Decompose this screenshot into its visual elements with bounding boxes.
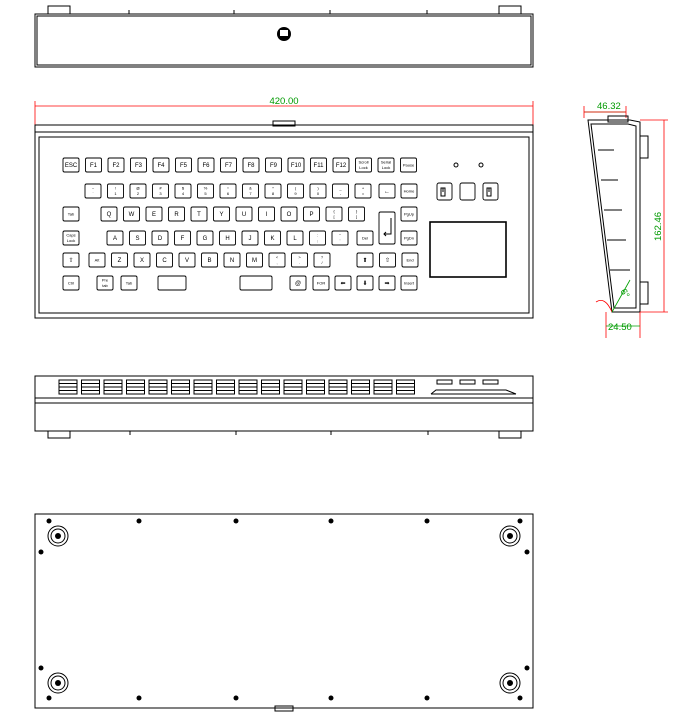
key-label: ( [294, 185, 297, 191]
key-label: D [157, 236, 163, 243]
key-label: 6 [226, 191, 230, 197]
key-label: F4 [157, 163, 165, 170]
screw-hole [425, 519, 430, 524]
key-label: K [270, 236, 275, 243]
bottom-dimension: 24.50 [608, 322, 632, 333]
key-label: 5 [204, 191, 207, 197]
key-label: F6 [202, 163, 210, 170]
key-label: ⇧ [384, 258, 391, 265]
key-label: [ [333, 214, 335, 220]
bottom-view [35, 514, 533, 711]
key-label: PgUp [403, 211, 415, 217]
key-label: Y [219, 212, 224, 219]
key-label: # [159, 185, 162, 191]
key-label: E [151, 212, 157, 219]
key-blank[interactable] [158, 276, 186, 290]
key-label: ESC [64, 163, 78, 170]
key-label: F11 [313, 163, 324, 170]
key-label: A [112, 236, 118, 243]
key-label: M [252, 258, 257, 265]
key-label: Tab [125, 280, 133, 286]
screw-hole [329, 519, 334, 524]
key-label: C [162, 258, 167, 265]
key-label: ⬇ [362, 281, 368, 288]
key-label: ⬆ [362, 258, 368, 265]
key-label: $ [181, 185, 185, 191]
key-label: ^ [227, 185, 229, 191]
key-label: 0 [316, 191, 320, 197]
front-view [35, 96, 533, 318]
key-label: + [361, 185, 365, 191]
key-label: & [249, 185, 252, 191]
key-label: - [339, 191, 342, 197]
key-label: ⇧ [68, 258, 74, 265]
side-profile [588, 120, 640, 312]
rubber-foot-center [507, 533, 513, 539]
key-label: F1 [89, 163, 98, 170]
screw-hole [525, 666, 530, 671]
key-label: : [316, 232, 319, 238]
key-label: @ [135, 185, 141, 191]
key-tops-profile [59, 380, 415, 394]
key-label: F8 [247, 163, 255, 170]
key-label: Lock [381, 165, 391, 171]
key-label: I [265, 212, 268, 219]
top-view [35, 6, 533, 67]
side-view [584, 101, 668, 338]
side-profile-inner [591, 124, 636, 308]
key-label: FOR [316, 280, 326, 286]
key-label: 8 [271, 191, 275, 197]
key-label: Scroll [358, 159, 369, 165]
key-label: . [298, 260, 301, 266]
key-label: 1 [114, 191, 117, 197]
width-dimension: 420.00 [269, 96, 299, 107]
rubber-foot-center [55, 680, 61, 686]
key-label: ➡ [384, 281, 390, 288]
key-label: Ctrl [67, 280, 75, 286]
key-label: G [202, 236, 208, 243]
key-label: ~ [91, 185, 95, 191]
key-label: Lock [66, 238, 76, 244]
key-label: Z [117, 258, 122, 265]
screw-hole [234, 696, 239, 701]
key-label: F10 [290, 163, 302, 170]
screw-hole [425, 696, 430, 701]
screw-hole [525, 550, 530, 555]
key-label: N [229, 258, 235, 265]
key-label: * [272, 185, 274, 191]
key-label: % [203, 185, 208, 191]
key-label: 2 [136, 191, 140, 197]
key-label: ) [317, 185, 319, 191]
key-label: Pause [402, 162, 415, 168]
key-label: Q [106, 212, 112, 219]
key-label: " [339, 232, 341, 238]
key-label: _ [339, 185, 342, 191]
key-label: ` [92, 191, 94, 197]
key-label: 3 [159, 191, 162, 197]
key-label: O [286, 212, 292, 219]
key-label: ⬅ [340, 281, 346, 288]
key-label: 4 [181, 191, 185, 197]
key-label: { [333, 208, 335, 214]
key-label: 7 [249, 191, 252, 197]
key-blank[interactable] [379, 212, 395, 244]
screw-hole [329, 696, 334, 701]
key-label: F12 [335, 163, 347, 170]
key-label: J [248, 236, 252, 243]
key-label: X [139, 258, 145, 265]
front-edge-foot-left [48, 431, 70, 438]
key-label: ; [316, 238, 319, 244]
key-label: F7 [224, 163, 233, 170]
key-label: Serial [380, 159, 392, 165]
screw-hole [137, 519, 142, 524]
key-label: Tab [67, 211, 75, 217]
key-label: End [406, 257, 414, 263]
bottom-view-outline [35, 514, 533, 708]
key-label: tab [102, 283, 108, 289]
key-label: ← [384, 189, 390, 196]
key-label: ] [355, 214, 358, 220]
key-label: B [207, 258, 212, 265]
screw-hole [39, 550, 44, 555]
key-label: Del [361, 235, 369, 241]
screw-hole [234, 519, 239, 524]
key-label: 9 [294, 191, 297, 197]
top-view-foot-right [499, 6, 521, 14]
height-dimension: 162.46 [653, 211, 664, 241]
key-label: W [128, 212, 135, 219]
rubber-foot-center [507, 680, 513, 686]
key-label: R [174, 212, 179, 219]
key-label: PgDn [403, 235, 415, 241]
key-label: F9 [269, 163, 278, 170]
key-blank[interactable] [240, 276, 272, 290]
screw-hole [47, 519, 52, 524]
key-label: F3 [134, 163, 143, 170]
key-label: T [197, 212, 201, 219]
screw-hole [518, 519, 523, 524]
key-label: ! [114, 185, 117, 191]
key-label: F5 [179, 163, 188, 170]
touchpad[interactable] [430, 222, 506, 277]
key-label: P [309, 212, 314, 219]
screw-hole [39, 666, 44, 671]
rubber-foot-center [55, 533, 61, 539]
key-label: U [241, 212, 247, 219]
key-label: L [293, 236, 297, 243]
key-label: ? [320, 254, 324, 260]
key-label: Pre [101, 277, 109, 283]
key-label: H [225, 236, 230, 243]
indicator-led-2 [479, 163, 483, 167]
key-label: F [180, 236, 185, 243]
key-field [63, 158, 418, 290]
key-label: } [355, 208, 358, 214]
front-edge-foot-right [499, 431, 521, 438]
front-edge-view [35, 376, 533, 438]
key-label: V [184, 258, 190, 265]
top-view-foot-left [48, 6, 70, 14]
key-label: Alt [94, 257, 100, 263]
screw-hole [47, 696, 52, 701]
key-label: @ [294, 281, 302, 288]
key-label: F2 [112, 163, 120, 170]
key-label: Caps [66, 232, 76, 238]
key-label: Home [403, 188, 415, 194]
key-label: Insert [403, 280, 415, 286]
indicator-led-1 [454, 163, 458, 167]
key-label: ' [339, 238, 341, 244]
key-label: > [298, 254, 301, 260]
depth-dimension: 46.32 [597, 101, 621, 112]
key-label: < [275, 254, 279, 260]
middle-mouse-button[interactable] [460, 183, 475, 200]
key-label: = [361, 191, 365, 197]
angle-dimension: 6° [617, 287, 632, 301]
key-label: Lock [359, 165, 368, 171]
key-label: , [276, 260, 278, 266]
key-label: / [321, 260, 323, 266]
screw-hole [137, 696, 142, 701]
key-label: S [135, 236, 140, 243]
screw-hole [518, 696, 523, 701]
